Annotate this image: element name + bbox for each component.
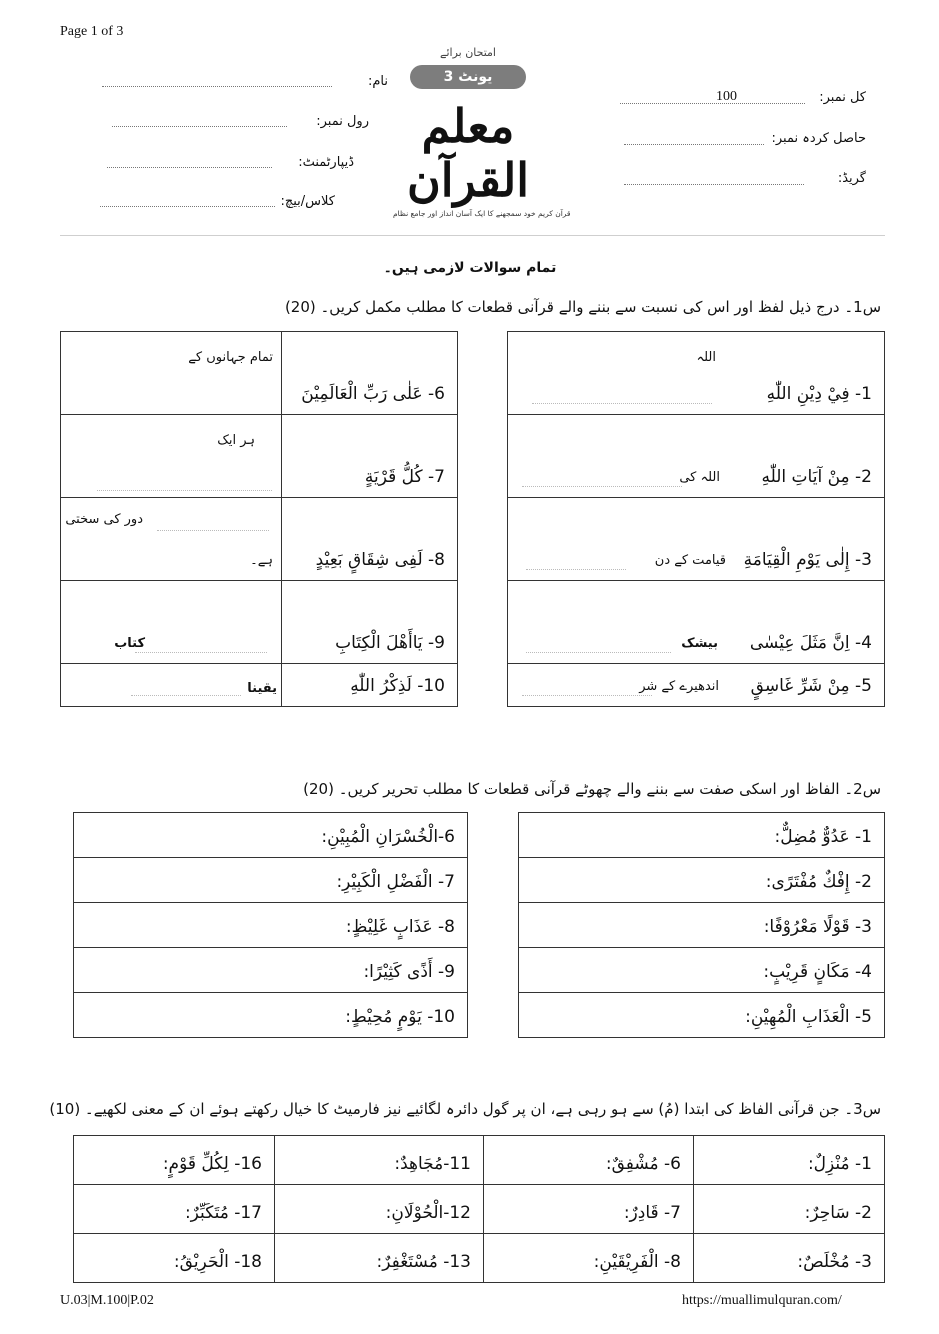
q2-item-4[interactable] <box>519 948 885 993</box>
instructions: تمام سوالات لازمی ہیں۔ <box>383 260 557 276</box>
q1-item-4[interactable] <box>508 581 885 664</box>
obtained-marks-label: حاصل کردہ نمبر: <box>771 131 866 146</box>
q2-item-9[interactable] <box>74 948 468 993</box>
q1-title: س1۔ درج ذیل لفظ اور اس کی نسبت سے بننے والے قرآنی قطعات کا مطلب مکمل کریں۔ (20) <box>284 298 881 316</box>
footer-url[interactable]: https://muallimulquran.com/ <box>682 1293 842 1308</box>
q3-item-17[interactable] <box>74 1185 275 1234</box>
q2-phrase: 8- عَذَابٍ غَلِيْظٍ: <box>345 917 455 937</box>
q3-item-11[interactable] <box>275 1136 484 1185</box>
q2-item-2[interactable] <box>519 858 885 903</box>
q3-word: 13- مُسْتَغْفِرٌ: <box>376 1252 471 1272</box>
header-divider <box>60 235 885 236</box>
q2-item-8[interactable] <box>74 903 468 948</box>
q3-item-1[interactable] <box>694 1136 885 1185</box>
q1-phrase: 2- مِنْ آيَاتِ اللّٰهِ <box>761 467 872 487</box>
total-marks-label: کل نمبر: <box>819 90 866 105</box>
q1-item-7-answer[interactable] <box>61 415 282 498</box>
q1-answer: اللہ کی <box>679 470 720 485</box>
q2-phrase: 10- يَوْمٍ مُحِيْطٍ: <box>345 1007 455 1027</box>
q3-item-18[interactable] <box>74 1234 275 1283</box>
q1-phrase: 6- عَلٰى رَبِّ الْعَالَمِيْنَ <box>301 384 445 404</box>
q1-item-8 <box>282 498 458 581</box>
q1-answer: دور کی سختی <box>65 512 143 527</box>
q1-phrase: 4- اِنَّ مَثَلَ عِيْسٰى <box>749 633 872 653</box>
q1-phrase: 3- إِلٰى يَوْمِ الْقِيَامَةِ <box>743 550 872 570</box>
q1-phrase: 1- فِيْ دِيْنِ اللّٰهِ <box>766 384 872 404</box>
q1-item-7 <box>282 415 458 498</box>
q1-phrase: 9- يَاأَهْلَ الْكِتَابِ <box>335 633 445 653</box>
q2-title: س2۔ الفاظ اور اسکی صفت سے بننے والے چھوٹے قرآنی قطعات کا مطلب تحریر کریں۔ (20) <box>303 780 881 798</box>
q3-word: 7- قَادِرٌ: <box>623 1203 681 1223</box>
q3-item-7[interactable] <box>484 1185 694 1234</box>
q1-item-2[interactable] <box>508 415 885 498</box>
q1-answer: قیامت کے دن <box>654 553 726 568</box>
exam-for-text: امتحان برائے <box>440 46 496 59</box>
q2-phrase: 2- إِفْكٌ مُفْتَرًى: <box>765 872 872 892</box>
q1-item-1[interactable] <box>508 332 885 415</box>
class-label: کلاس/بیچ: <box>280 194 335 209</box>
grade-label: گریڈ: <box>837 171 866 186</box>
q1-item-5[interactable] <box>508 664 885 707</box>
obtained-marks-field[interactable] <box>624 144 764 145</box>
q2-item-10[interactable] <box>74 993 468 1038</box>
q3-word: 8- الْفَرِيْقَيْنِ: <box>593 1252 681 1272</box>
q1-table-right <box>507 331 885 707</box>
total-marks-value: 100 <box>716 89 737 104</box>
q3-item-3[interactable] <box>694 1234 885 1283</box>
q1-answer: کتاب <box>114 636 145 651</box>
roll-number-field[interactable] <box>112 126 287 127</box>
q3-item-2[interactable] <box>694 1185 885 1234</box>
q3-item-6[interactable] <box>484 1136 694 1185</box>
q3-item-16[interactable] <box>74 1136 275 1185</box>
logo-wordmark: معلم القرآن <box>406 99 529 207</box>
department-field[interactable] <box>107 167 272 168</box>
q1-item-3[interactable] <box>508 498 885 581</box>
q2-table-left <box>73 812 468 1038</box>
q3-word: 12-الْحُوْلَانِ: <box>385 1203 471 1223</box>
q3-word: 18- الْحَرِيْقُ: <box>173 1252 262 1272</box>
q1-answer: بیشک <box>681 636 718 651</box>
page-label: Page 1 of 3 <box>60 24 124 39</box>
name-field[interactable] <box>102 86 332 87</box>
logo-tagline: قرآن کریم خود سمجھنے کا ایک آسان انداز اور جامع نظام <box>393 209 571 218</box>
q1-item-9-answer[interactable] <box>61 581 282 664</box>
q1-item-9 <box>282 581 458 664</box>
grade-field[interactable] <box>624 184 804 185</box>
q1-answer-suffix: ہے۔ <box>250 553 273 568</box>
q2-table-right <box>518 812 885 1038</box>
q2-phrase: 4- مَكَانٍ قَرِيْبٍ: <box>763 962 872 982</box>
q2-phrase: 5- الْعَذَابِ الْمُهِيْنِ: <box>745 1007 872 1027</box>
unit-badge: یونٹ 3 <box>410 65 527 89</box>
q3-item-8[interactable] <box>484 1234 694 1283</box>
q2-item-7[interactable] <box>74 858 468 903</box>
q1-answer: اللہ <box>696 350 716 365</box>
q1-phrase: 5- مِنْ شَرِّ غَاسِقٍ <box>750 676 872 696</box>
total-marks-field[interactable] <box>620 103 805 104</box>
q2-item-3[interactable] <box>519 903 885 948</box>
class-field[interactable] <box>100 206 275 207</box>
q1-phrase: 7- كُلُّ قَرْيَةٍ <box>364 467 445 487</box>
q3-word: 1- مُنْزِلٌ: <box>807 1154 872 1174</box>
q2-phrase: 9- أَذًى كَثِيْرًا: <box>363 962 455 982</box>
q2-item-6[interactable] <box>74 813 468 858</box>
name-label: نام: <box>367 74 388 89</box>
q1-answer: ہر ایک <box>217 433 255 448</box>
q3-item-13[interactable] <box>275 1234 484 1283</box>
q1-answer: تمام جہانوں کے <box>188 350 273 365</box>
q2-phrase: 1- عَدُوٌّ مُضِلٌّ: <box>774 827 872 847</box>
q3-title: س3۔ جن قرآنی الفاظ کی ابتدا (مُ) سے ہو رہی ہے، ان پر گول دائرہ لگائیے نیز فارمیٹ کا خیال رکھتے ہوئے ان کے معنی لکھیے۔ (10) <box>49 1100 881 1118</box>
q1-item-8-answer[interactable] <box>61 498 282 581</box>
q3-word: 11-مُجَاهِدٌ: <box>394 1154 471 1174</box>
roll-number-label: رول نمبر: <box>316 114 369 129</box>
q2-phrase: 6-الْخُسْرَانِ الْمُبِيْنِ: <box>321 827 455 847</box>
q1-item-10 <box>282 664 458 707</box>
q3-word: 3- مُخْلَصٌ: <box>797 1252 872 1272</box>
q3-word: 2- سَاحِرٌ: <box>804 1203 872 1223</box>
q1-item-6 <box>282 332 458 415</box>
logo-block <box>393 46 571 226</box>
q1-answer: یقینا <box>247 681 277 696</box>
q3-word: 6- مُشْفِقٌ: <box>605 1154 681 1174</box>
department-label: ڈیپارٹمنٹ: <box>298 155 354 170</box>
q1-table-left <box>60 331 458 707</box>
q3-word: 16- لِكُلِّ قَوْمٍ: <box>162 1154 262 1174</box>
q3-word: 17- مُتَكَبِّرٌ: <box>184 1203 262 1223</box>
q1-phrase: 8- لَفِى شِقَاقٍ بَعِيْدٍ <box>315 550 445 570</box>
q1-phrase: 10- لَذِكْرُ اللّٰهِ <box>350 676 445 696</box>
q1-answer: اندھیرے کے شر <box>639 679 719 694</box>
q2-item-5[interactable] <box>519 993 885 1038</box>
q1-item-6-answer[interactable] <box>61 332 282 415</box>
q1-item-10-answer[interactable] <box>61 664 282 707</box>
q2-item-1[interactable] <box>519 813 885 858</box>
q3-item-12[interactable] <box>275 1185 484 1234</box>
footer-code: U.03|M.100|P.02 <box>60 1293 154 1308</box>
q2-phrase: 7- الْفَضْلِ الْكَبِيْرِ: <box>336 872 455 892</box>
q3-table <box>73 1135 885 1283</box>
q2-phrase: 3- قَوْلًا مَعْرُوْفًا: <box>763 917 872 937</box>
